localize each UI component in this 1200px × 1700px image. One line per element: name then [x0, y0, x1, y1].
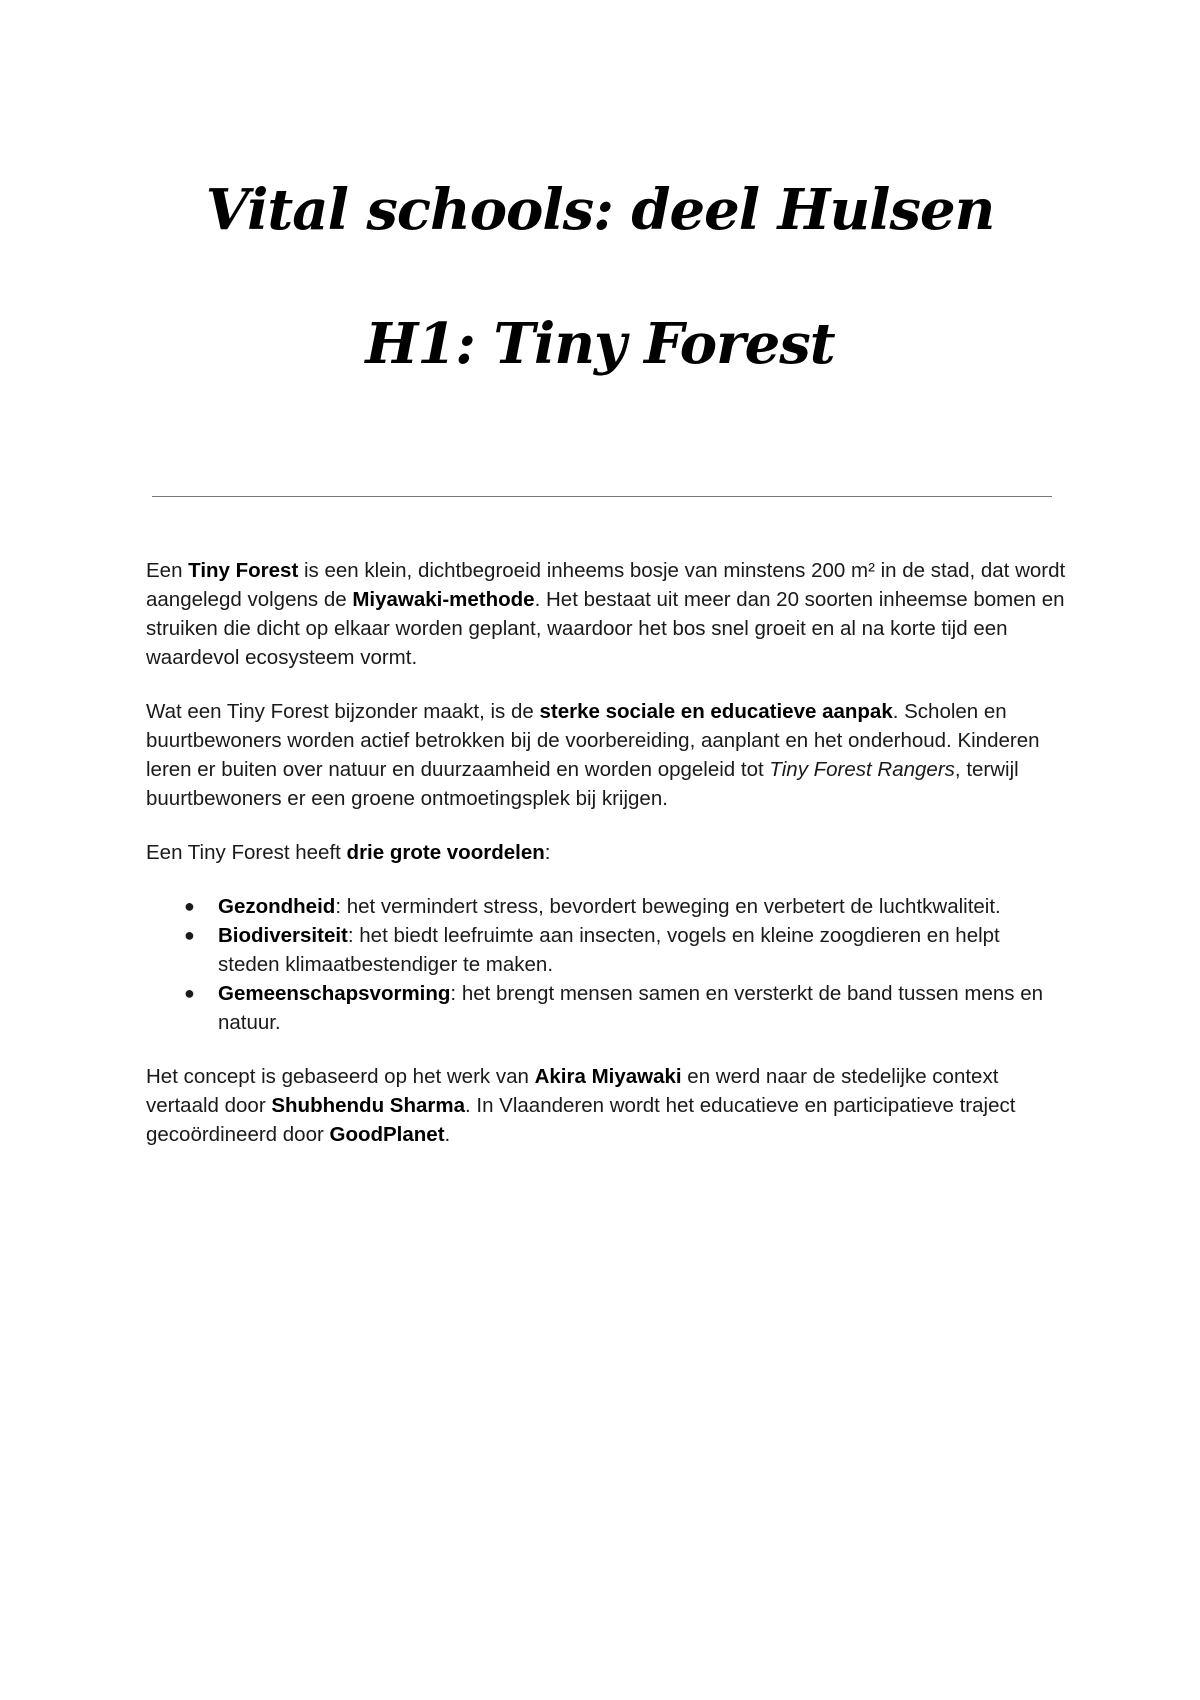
text-run: : het brengt mensen samen en versterkt de band tussen mens en natuur.	[218, 982, 1043, 1034]
list-item	[146, 892, 1066, 921]
bold-term: sterke sociale en educatieve aanpak	[539, 700, 893, 723]
text-run: Een Tiny Forest heeft	[146, 841, 347, 864]
text-run: Het concept is gebaseerd op het werk van	[146, 1065, 535, 1088]
text-run: . In Vlaanderen wordt het educatieve en participatieve traject gecoördineerd door	[146, 1094, 1016, 1146]
italic-term: Tiny Forest Rangers	[769, 758, 955, 781]
bold-term: Miyawaki-methode	[352, 588, 535, 611]
text-run: . Het bestaat uit meer dan 20 soorten inheemse bomen en struiken die dicht op elkaar worden geplant, waardoor het bos snel groeit en al na korte tijd een waardevol ecosysteem vormt.	[146, 588, 1065, 669]
bold-term: Shubhendu Sharma	[271, 1094, 465, 1117]
document-title: Vital schools: deel Hulsen	[205, 177, 995, 243]
chapter-heading: H1: Tiny Forest	[365, 311, 835, 377]
text-run: is een klein, dichtbegroeid inheems bosje van minstens 200 m² in de stad, dat wordt aangelegd volgens de	[146, 559, 1066, 611]
bullet-icon: ●	[184, 896, 195, 916]
text-run: :	[544, 841, 551, 864]
bold-term: drie grote voordelen	[346, 841, 545, 864]
bold-term: Gezondheid	[218, 895, 336, 918]
list-item	[146, 921, 1066, 979]
text-run: .	[444, 1123, 451, 1146]
text-run: : het vermindert stress, bevordert beweging en verbetert de luchtkwaliteit.	[335, 895, 1001, 918]
bold-term: Biodiversiteit	[218, 924, 348, 947]
benefits-list	[146, 892, 1066, 1037]
text-run: Een	[146, 559, 189, 582]
paragraph-origin	[146, 1062, 1066, 1149]
bold-term: GoodPlanet	[329, 1123, 445, 1146]
bullet-icon: ●	[184, 983, 195, 1003]
text-run: Wat een Tiny Forest bijzonder maakt, is de	[146, 700, 540, 723]
bullet-icon: ●	[184, 925, 195, 945]
paragraph-benefits-intro	[146, 838, 1066, 867]
text-run: en werd naar de stedelijke context vertaald door	[146, 1065, 999, 1117]
text-run: , terwijl buurtbewoners er een groene ontmoetingsplek bij krijgen.	[146, 758, 1019, 810]
list-item	[146, 979, 1066, 1037]
paragraph-intro	[146, 556, 1066, 672]
document-body	[146, 556, 1066, 1174]
text-run: : het biedt leefruimte aan insecten, vogels en kleine zoogdieren en helpt steden klimaatbestendiger te maken.	[218, 924, 1000, 976]
bold-term: Gemeenschapsvorming	[218, 982, 451, 1005]
bold-term: Tiny Forest	[188, 559, 299, 582]
horizontal-divider	[152, 496, 1052, 497]
text-run: . Scholen en buurtbewoners worden actief betrokken bij de voorbereiding, aanplant en het onderhoud. Kinderen leren er buiten over natuur en duurzaamheid en worden opgeleid tot	[146, 700, 1040, 781]
bold-term: Akira Miyawaki	[534, 1065, 682, 1088]
paragraph-approach	[146, 697, 1066, 813]
